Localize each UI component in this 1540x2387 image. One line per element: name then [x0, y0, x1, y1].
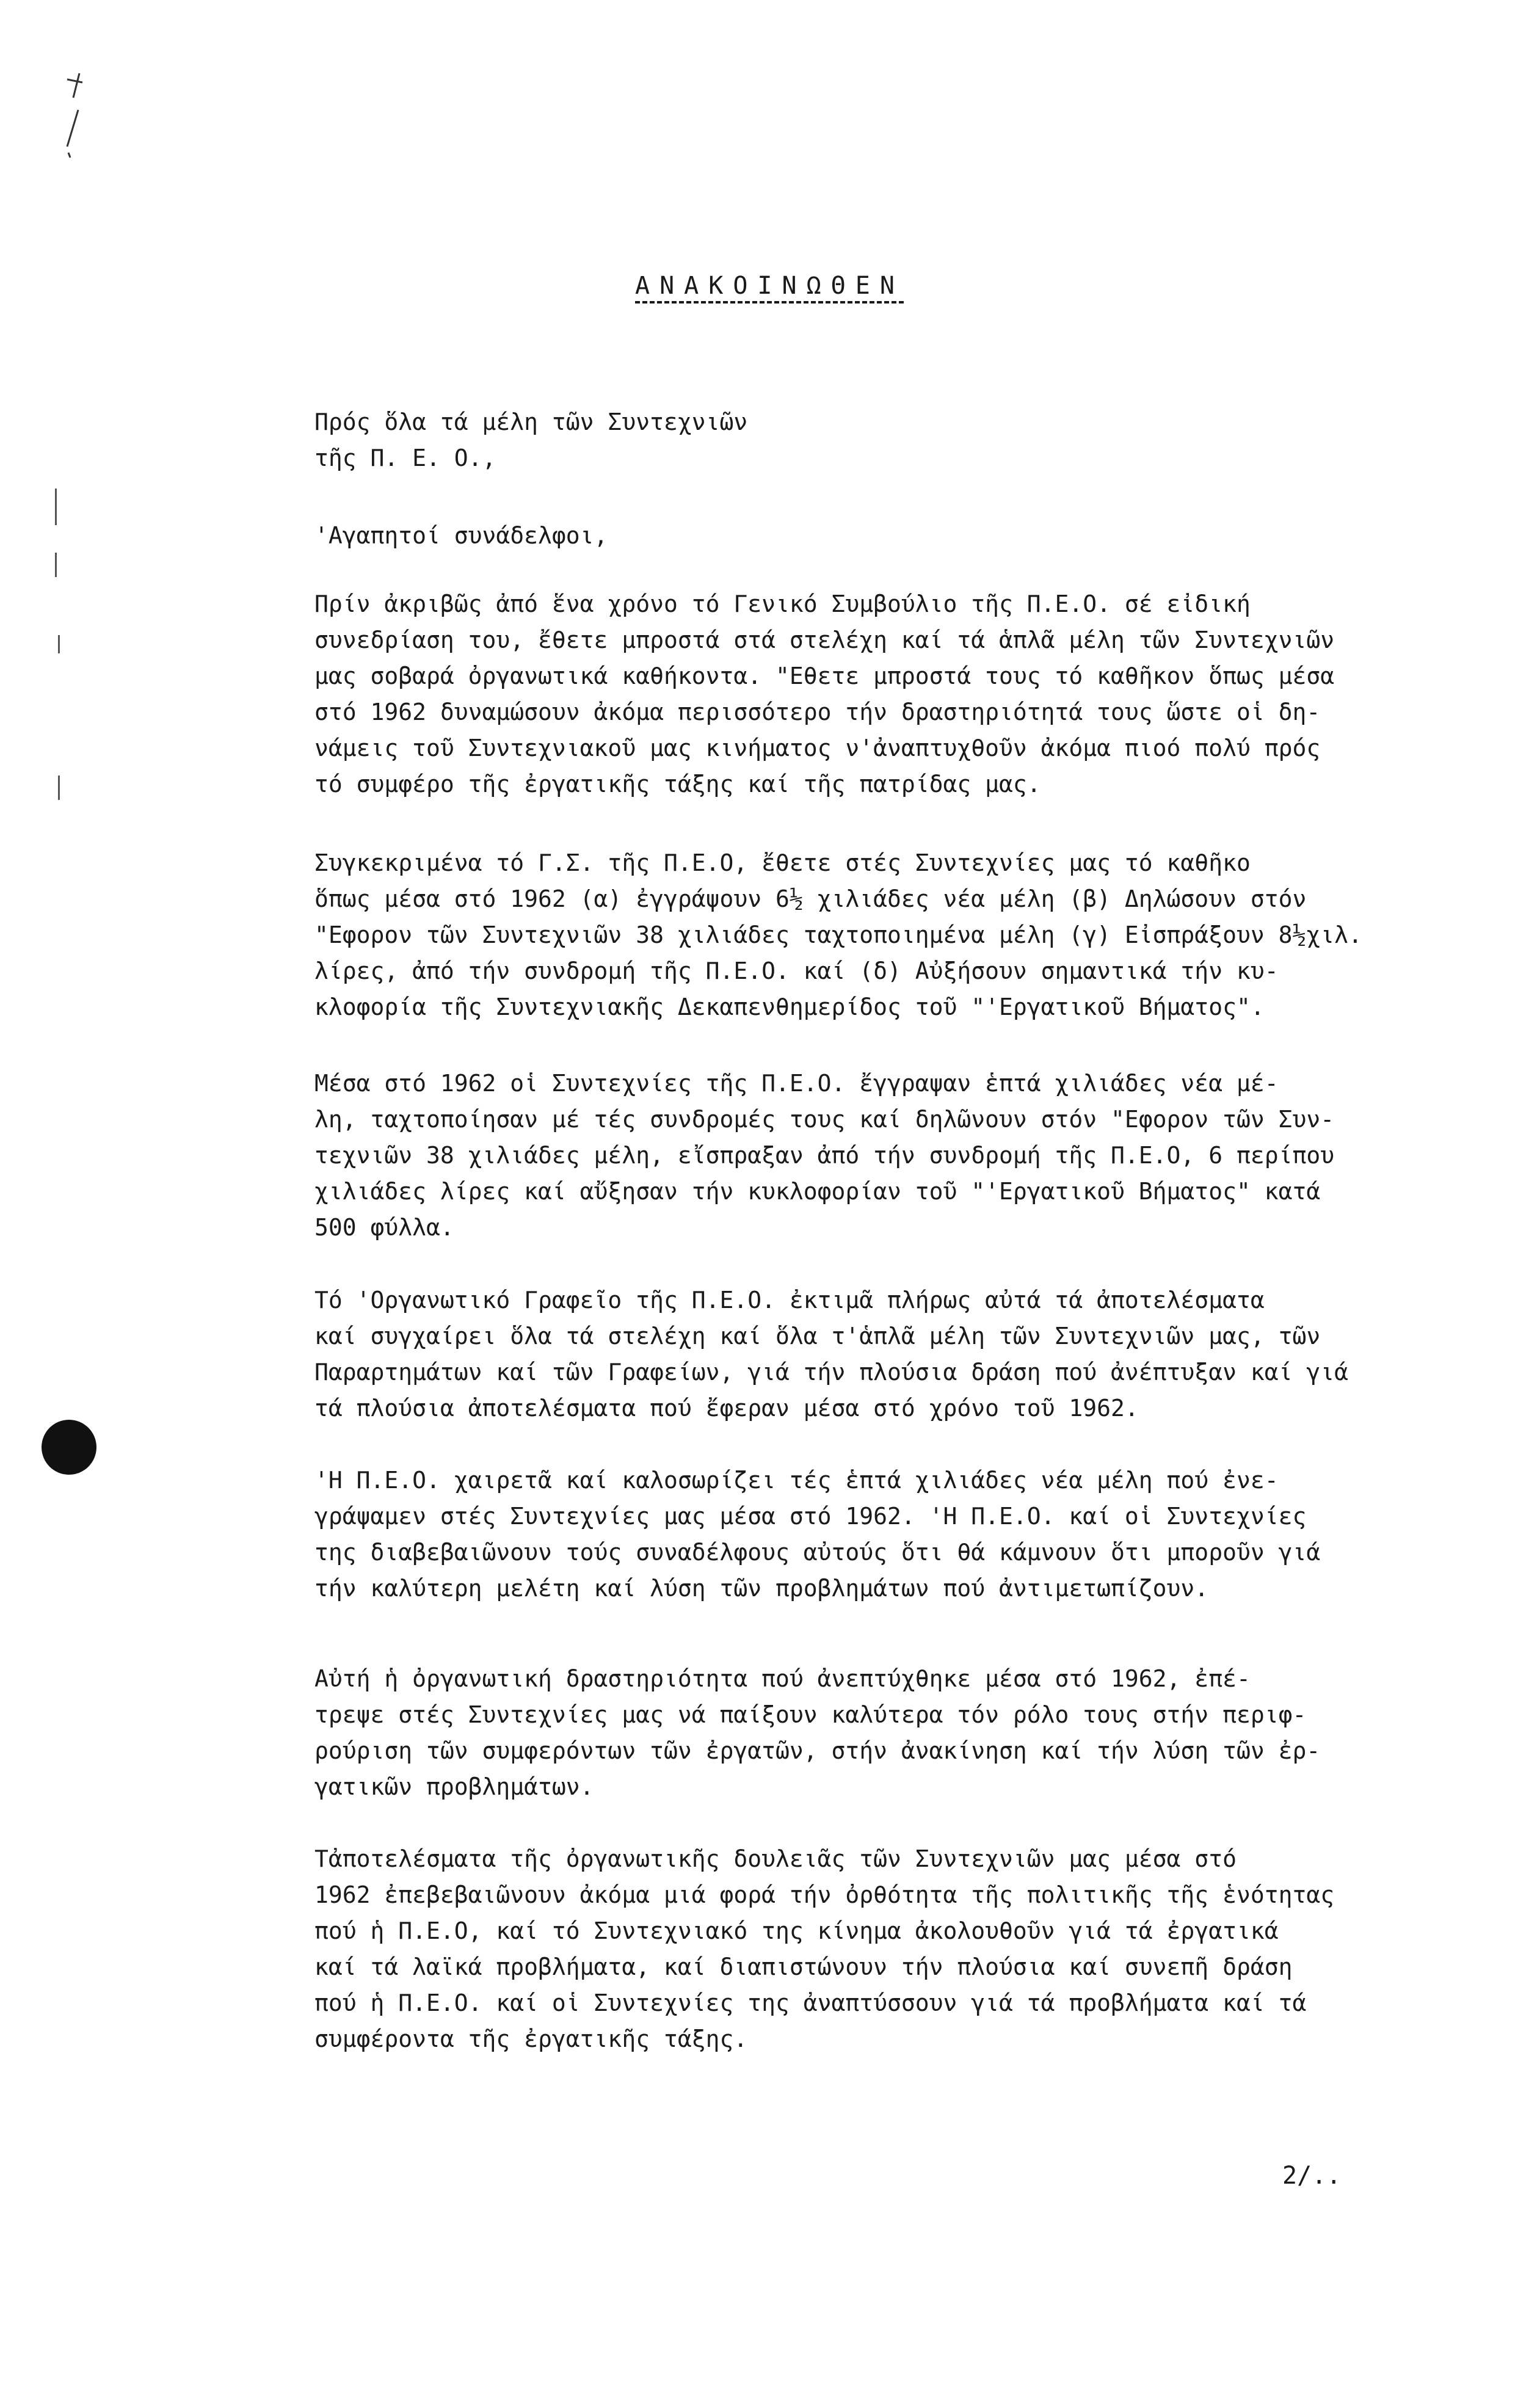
text-line: Παραρτημάτων καί τῶν Γραφείων, γιά τήν πλούσια δράση πού ἀνέπτυξαν καί γιά [314, 1359, 1348, 1386]
text-line: Μέσα στό 1962 οἱ Συντεχνίες τῆς Π.Ε.Ο. ἔγγραψαν ἑπτά χιλιάδες νέα μέ- [314, 1070, 1279, 1097]
text-line: νάμεις τοῦ Συντεχνιακοῦ μας κινήματος ν'ἀναπτυχθοῦν ἀκόμα πιοό πολύ πρός [314, 735, 1321, 761]
text-line: πού ἡ Π.Ε.Ο. καί οἱ Συντεχνίες της ἀναπτύσσουν γιά τά προβλήματα καί τά [314, 1989, 1307, 2016]
salutation: 'Αγαπητοί συνάδελφοι, [314, 522, 608, 549]
text-line: χιλιάδες λίρες καί αὔξησαν τήν κυκλοφορίαν τοῦ "'Εργατικοῦ Βήματος" κατά [314, 1178, 1321, 1205]
text-line: τά πλούσια ἀποτελέσματα πού ἔφεραν μέσα στό χρόνο τοῦ 1962. [314, 1395, 1139, 1422]
text-line: της διαβεβαιῶνουν τούς συναδέλφους αὐτούς ὅτι θά κάμνουν ὅτι μποροῦν γιά [314, 1539, 1321, 1566]
document-title: ΑΝΑΚΟΙΝΩΘΕΝ [635, 272, 904, 300]
text-line: στό 1962 δυναμώσουν ἀκόμα περισσότερο τήν δραστηριότητά τους ὥστε οἱ δη- [314, 699, 1321, 725]
paragraph [314, 1066, 1487, 1246]
paragraph [314, 1282, 1487, 1426]
text-line: μας σοβαρά ὀργανωτικά καθήκοντα. "Εθετε μπροστά τους τό καθῆκον ὅπως μέσα [314, 663, 1335, 689]
page-number: 2/.. [1282, 2162, 1342, 2190]
addressee-line: Πρός ὅλα τά μέλη τῶν Συντεχνιῶν [314, 409, 748, 435]
text-line: πού ἡ Π.Ε.Ο, καί τό Συντεχνιακό της κίνημα ἀκολουθοῦν γιά τά ἐργατικά [314, 1917, 1279, 1944]
text-line: τήν καλύτερη μελέτη καί λύση τῶν προβλημάτων πού ἀντιμετωπίζουν. [314, 1575, 1209, 1602]
text-line: Συγκεκριμένα τό Γ.Σ. τῆς Π.Ε.Ο, ἔθετε στές Συντεχνίες μας τό καθῆκο [314, 849, 1251, 876]
paragraph [314, 1462, 1487, 1607]
addressee [314, 404, 747, 476]
text-line: 500 φύλλα. [314, 1214, 454, 1241]
text-line: συμφέροντα τῆς ἐργατικῆς τάξης. [314, 2025, 748, 2052]
text-line: ὅπως μέσα στό 1962 (α) ἐγγράψουν 6½ χιλιάδες νέα μέλη (β) Δηλώσουν στόν [314, 885, 1307, 912]
text-line: γατικῶν προβλημάτων. [314, 1773, 594, 1800]
margin-mark [58, 635, 60, 653]
text-line: Τό 'Οργανωτικό Γραφεῖο τῆς Π.Ε.Ο. ἐκτιμᾶ πλήρως αὐτά τά ἀποτελέσματα [314, 1287, 1265, 1313]
text-line: "Εφορον τῶν Συντεχνιῶν 38 χιλιάδες ταχτοποιημένα μέλη (γ) Εἰσπράξουν 8½χιλ. [314, 921, 1362, 948]
handwritten-mark [55, 61, 92, 159]
text-line: Πρίν ἀκριβῶς ἀπό ἕνα χρόνο τό Γενικό Συμβούλιο τῆς Π.Ε.Ο. σέ εἰδική [314, 590, 1251, 617]
margin-mark [58, 776, 60, 800]
text-line: Αὐτή ἡ ὀργανωτική δραστηριότητα πού ἀνεπτύχθηκε μέσα στό 1962, ἐπέ- [314, 1665, 1251, 1692]
margin-mark [55, 553, 57, 577]
paragraph [314, 845, 1487, 1025]
text-line: τρεψε στές Συντεχνίες μας νά παίξουν καλύτερα τόν ρόλο τους στήν περιφ- [314, 1701, 1307, 1728]
text-line: κλοφορία τῆς Συντεχνιακῆς Δεκαπενθημερίδος τοῦ "'Εργατικοῦ Βήματος". [314, 994, 1265, 1020]
text-line: συνεδρίαση του, ἔθετε μπροστά στά στελέχη καί τά ἁπλᾶ μέλη τῶν Συντεχνιῶν [314, 627, 1335, 653]
text-line: τό συμφέρο τῆς ἐργατικῆς τάξης καί τῆς πατρίδας μας. [314, 771, 1041, 797]
text-line: λη, ταχτοποίησαν μέ τές συνδρομές τους καί δηλῶνουν στόν "Εφορον τῶν Συν- [314, 1106, 1335, 1133]
paragraph [314, 1661, 1487, 1805]
text-line: 'Η Π.Ε.Ο. χαιρετᾶ καί καλοσωρίζει τές ἑπτά χιλιάδες νέα μέλη πού ἐνε- [314, 1467, 1279, 1494]
text-line: καί τά λαϊκά προβλήματα, καί διαπιστώνουν τήν πλούσια καί συνεπῆ δράση [314, 1953, 1293, 1980]
punch-hole [42, 1420, 96, 1475]
paragraph [314, 586, 1487, 802]
addressee-line: τῆς Π. Ε. Ο., [314, 445, 496, 471]
text-line: καί συγχαίρει ὅλα τά στελέχη καί ὅλα τ'ἁπλᾶ μέλη τῶν Συντεχνιῶν μας, τῶν [314, 1323, 1321, 1350]
text-line: τεχνιῶν 38 χιλιάδες μέλη, εἴσπραξαν ἀπό τήν συνδρομή τῆς Π.Ε.Ο, 6 περίπου [314, 1142, 1335, 1169]
text-line: γράψαμεν στές Συντεχνίες μας μέσα στό 1962. 'Η Π.Ε.Ο. καί οἱ Συντεχνίες [314, 1503, 1307, 1530]
text-line: 1962 ἐπεβεβαιῶνουν ἀκόμα μιά φορά τήν ὀρθότητα τῆς πολιτικῆς τῆς ἑνότητας [314, 1881, 1335, 1908]
margin-mark [55, 489, 57, 525]
text-line: Τἀποτελέσματα τῆς ὀργανωτικῆς δουλειᾶς τῶν Συντεχνιῶν μας μέσα στό [314, 1845, 1237, 1872]
text-line: ρούριση τῶν συμφερόντων τῶν ἐργατῶν, στήν ἀνακίνηση καί τήν λύση τῶν ἐρ- [314, 1737, 1321, 1764]
text-line: λίρες, ἀπό τήν συνδρομή τῆς Π.Ε.Ο. καί (δ) Αὐξήσουν σημαντικά τήν κυ- [314, 957, 1279, 984]
paragraph [314, 1841, 1487, 2057]
